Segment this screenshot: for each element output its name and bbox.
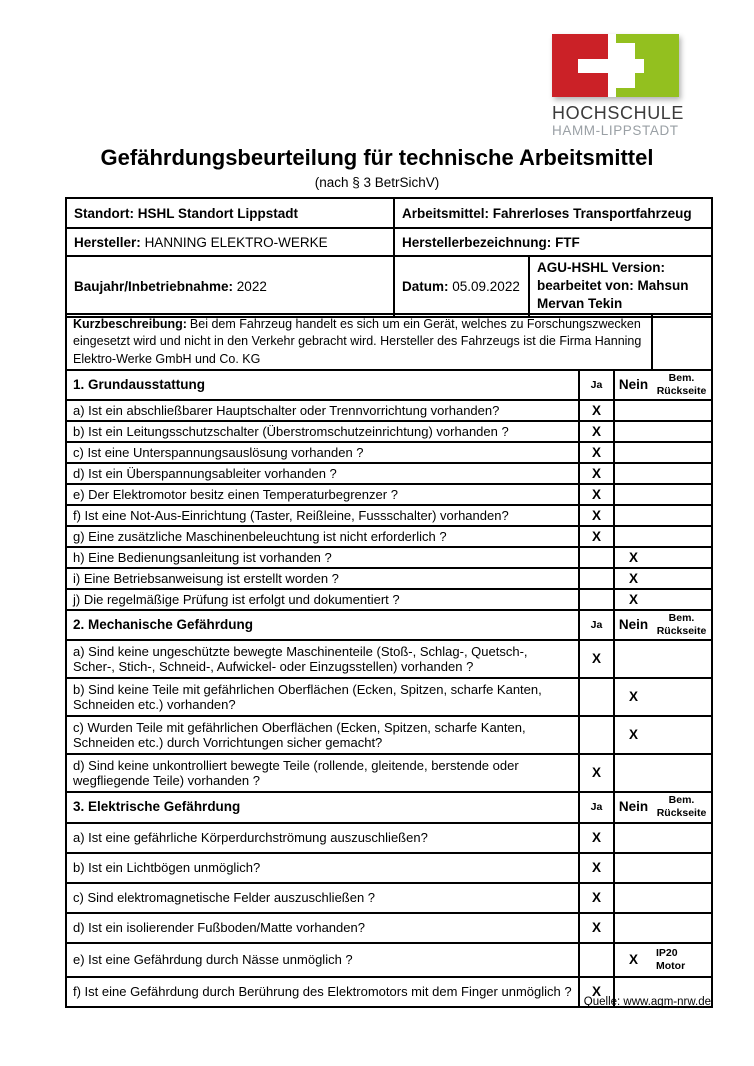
question-row: [66, 463, 712, 484]
answer-ja-cell: X: [579, 977, 614, 1007]
question-row: [66, 754, 712, 792]
column-header-bem: Bem. Rückseite: [652, 370, 712, 400]
kurzbeschreibung-text: Bei dem Fahrzeug handelt es sich um ein Gerät, welches zu Forschungszwecken eingesetzt wird und nicht in den Verkehr gebracht wird. Hersteller des Fahrzeugs ist die Firma Hanning Elektro-Werke GmbH und Co. KG: [73, 317, 642, 366]
answer-ja-cell: X: [579, 421, 614, 442]
remark-cell: [652, 421, 712, 442]
question-row: [66, 547, 712, 568]
answer-nein-cell: [614, 400, 652, 421]
answer-ja-cell: X: [579, 823, 614, 853]
datum-cell: Datum: 05.09.2022: [394, 256, 529, 317]
kurzbeschreibung-row: [66, 314, 712, 370]
question-row: [66, 883, 712, 913]
question-row: [66, 526, 712, 547]
answer-ja-cell: [579, 716, 614, 754]
answer-ja-cell: [579, 678, 614, 716]
question-row: [66, 913, 712, 943]
info-table: [65, 197, 713, 318]
remark-cell: [652, 853, 712, 883]
logo-plus-horizontal: [578, 59, 644, 73]
question-text: d) Sind keine unkontrolliert bewegte Teile (rollende, gleitende, berstende oder wegfliegende Teile) vorhanden ?: [66, 754, 579, 792]
answer-ja-cell: X: [579, 640, 614, 678]
question-row: [66, 943, 712, 977]
answer-nein-cell: [614, 526, 652, 547]
question-text: e) Der Elektromotor besitz einen Temperaturbegrenzer ?: [66, 484, 579, 505]
answer-ja-cell: X: [579, 463, 614, 484]
remark-cell: [652, 400, 712, 421]
answer-nein-cell: [614, 754, 652, 792]
question-text: d) Ist ein Überspannungsableiter vorhanden ?: [66, 463, 579, 484]
remark-cell: [652, 484, 712, 505]
remark-cell: [652, 589, 712, 610]
column-header-ja: Ja: [579, 792, 614, 822]
question-row: [66, 853, 712, 883]
section-title: 3. Elektrische Gefährdung: [66, 792, 579, 822]
arbeitsmittel-cell: Arbeitsmittel: Fahrerloses Transportfahrzeug: [394, 198, 712, 228]
remark-cell: [652, 754, 712, 792]
section-header-row: [66, 792, 712, 822]
answer-ja-cell: [579, 568, 614, 589]
question-text: e) Ist eine Gefährdung durch Nässe unmöglich ?: [66, 943, 579, 977]
logo-institution-text: HOCHSCHULE: [552, 103, 685, 123]
answer-nein-cell: [614, 442, 652, 463]
remark-cell: [652, 716, 712, 754]
section-header-row: [66, 610, 712, 640]
baujahr-cell: Baujahr/Inbetriebnahme: 2022: [66, 256, 394, 317]
question-text: b) Ist ein Lichtbögen unmöglich?: [66, 853, 579, 883]
hshl-logo-icon: [552, 34, 679, 97]
remark-cell: [652, 442, 712, 463]
question-row: [66, 678, 712, 716]
version-cell: AGU-HSHL Version: bearbeitet von: Mahsun Mervan Tekin: [529, 256, 712, 317]
question-row: [66, 823, 712, 853]
standort-cell: Standort: HSHL Standort Lippstadt: [66, 198, 394, 228]
answer-ja-cell: X: [579, 754, 614, 792]
answer-ja-cell: X: [579, 883, 614, 913]
column-header-bem: Bem. Rückseite: [652, 610, 712, 640]
answer-nein-cell: [614, 421, 652, 442]
remark-cell: [652, 678, 712, 716]
answer-nein-cell: X: [614, 716, 652, 754]
question-text: b) Ist ein Leitungsschutzschalter (Überstromschutzeinrichtung) vorhanden ?: [66, 421, 579, 442]
answer-nein-cell: X: [614, 943, 652, 977]
answer-ja-cell: X: [579, 913, 614, 943]
kurzbeschreibung-empty-cell: [652, 314, 712, 370]
column-header-ja: Ja: [579, 370, 614, 400]
question-row: [66, 484, 712, 505]
answer-nein-cell: X: [614, 547, 652, 568]
assessment-table: [65, 313, 713, 1008]
question-row: [66, 568, 712, 589]
remark-cell: [652, 883, 712, 913]
question-row: [66, 400, 712, 421]
answer-nein-cell: [614, 883, 652, 913]
column-header-nein: Nein: [614, 792, 652, 822]
question-text: c) Ist eine Unterspannungsauslösung vorhanden ?: [66, 442, 579, 463]
question-text: c) Wurden Teile mit gefährlichen Oberflächen (Ecken, Spitzen, scharfe Kanten, Schneiden etc.) durch Vorrichtungen sicher gemacht?: [66, 716, 579, 754]
question-row: [66, 505, 712, 526]
answer-nein-cell: [614, 484, 652, 505]
answer-nein-cell: X: [614, 678, 652, 716]
column-header-nein: Nein: [614, 370, 652, 400]
question-text: f) Ist eine Not-Aus-Einrichtung (Taster, Reißleine, Fussschalter) vorhanden?: [66, 505, 579, 526]
remark-cell: [652, 568, 712, 589]
question-row: [66, 640, 712, 678]
answer-nein-cell: X: [614, 589, 652, 610]
section-title: 1. Grundausstattung: [66, 370, 579, 400]
answer-nein-cell: [614, 823, 652, 853]
answer-ja-cell: [579, 547, 614, 568]
remark-cell: [652, 526, 712, 547]
answer-ja-cell: [579, 589, 614, 610]
question-text: g) Eine zusätzliche Maschinenbeleuchtung ist nicht erforderlich ?: [66, 526, 579, 547]
question-text: c) Sind elektromagnetische Felder auszuschließen ?: [66, 883, 579, 913]
section-title: 2. Mechanische Gefährdung: [66, 610, 579, 640]
remark-cell: [652, 823, 712, 853]
column-header-nein: Nein: [614, 610, 652, 640]
answer-nein-cell: [614, 913, 652, 943]
column-header-ja: Ja: [579, 610, 614, 640]
kurzbeschreibung-cell: [66, 314, 652, 370]
kurzbeschreibung-label: Kurzbeschreibung:: [73, 317, 187, 331]
remark-cell: IP20 Motor: [652, 943, 712, 977]
question-row: [66, 442, 712, 463]
answer-nein-cell: X: [614, 568, 652, 589]
question-row: [66, 716, 712, 754]
remark-cell: [652, 505, 712, 526]
assessment-table-body: [66, 314, 712, 1007]
answer-nein-cell: [614, 853, 652, 883]
question-row: [66, 589, 712, 610]
question-text: i) Eine Betriebsanweisung ist erstellt worden ?: [66, 568, 579, 589]
question-text: j) Die regelmäßige Prüfung ist erfolgt und dokumentiert ?: [66, 589, 579, 610]
herstellerbezeichnung-cell: Herstellerbezeichnung: FTF: [394, 228, 712, 256]
page-title: Gefährdungsbeurteilung für technische Arbeitsmittel: [100, 145, 654, 170]
answer-ja-cell: X: [579, 526, 614, 547]
question-text: h) Eine Bedienungsanleitung ist vorhanden ?: [66, 547, 579, 568]
remark-cell: [652, 547, 712, 568]
answer-ja-cell: X: [579, 505, 614, 526]
remark-cell: [652, 463, 712, 484]
answer-nein-cell: [614, 463, 652, 484]
answer-ja-cell: X: [579, 853, 614, 883]
question-text: a) Ist ein abschließbarer Hauptschalter oder Trennvorrichtung vorhanden?: [66, 400, 579, 421]
answer-nein-cell: [614, 505, 652, 526]
page-subtitle: (nach § 3 BetrSichV): [314, 175, 440, 190]
hersteller-cell: Hersteller: HANNING ELEKTRO-WERKE: [66, 228, 394, 256]
section-header-row: [66, 370, 712, 400]
answer-ja-cell: X: [579, 442, 614, 463]
question-text: a) Ist eine gefährliche Körperdurchströmung auszuschließen?: [66, 823, 579, 853]
question-text: a) Sind keine ungeschützte bewegte Maschinenteile (Stoß-, Schlag-, Quetsch-, Scher-, Stich-, Schneid-, Aufwickel- oder Einzugsstellen) vorhanden ?: [66, 640, 579, 678]
question-row: [66, 421, 712, 442]
question-text: f) Ist eine Gefährdung durch Berührung des Elektromotors mit dem Finger unmöglich ?: [66, 977, 579, 1007]
source-note: Quelle: www.agm-nrw.de: [583, 996, 711, 1008]
question-text: d) Ist ein isolierender Fußboden/Matte vorhanden?: [66, 913, 579, 943]
remark-cell: [652, 913, 712, 943]
answer-ja-cell: X: [579, 400, 614, 421]
logo-campus-text: HAMM-LIPPSTADT: [552, 122, 679, 138]
answer-nein-cell: [614, 640, 652, 678]
remark-cell: [652, 640, 712, 678]
hshl-logo: [552, 34, 712, 138]
question-text: b) Sind keine Teile mit gefährlichen Oberflächen (Ecken, Spitzen, scharfe Kanten, Schneiden etc.) vorhanden?: [66, 678, 579, 716]
column-header-bem: Bem. Rückseite: [652, 792, 712, 822]
answer-ja-cell: X: [579, 484, 614, 505]
answer-ja-cell: [579, 943, 614, 977]
